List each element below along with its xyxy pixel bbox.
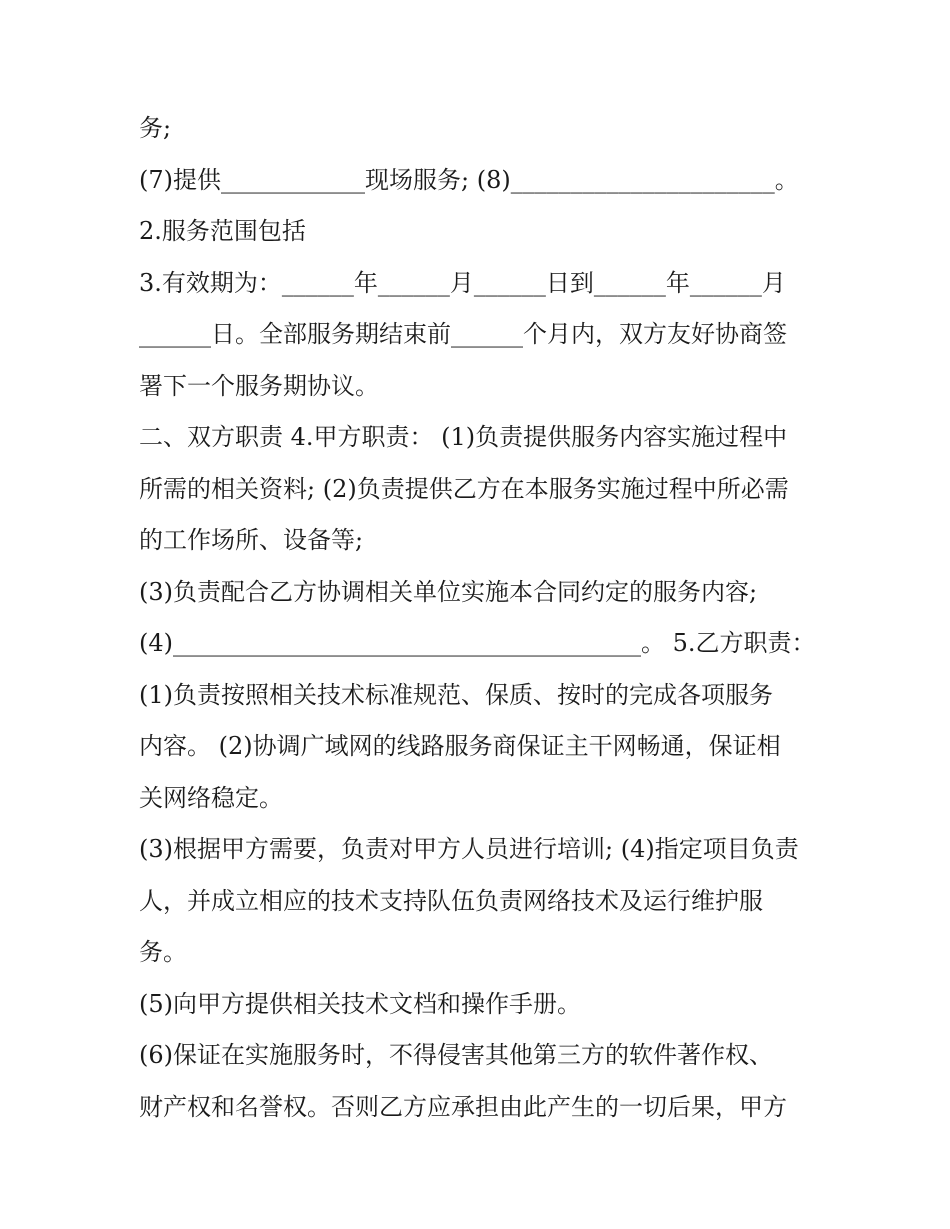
text-line: (5)向甲方提供相关技术文档和操作手册。 — [139, 989, 581, 1018]
text-line: 所需的相关资料; (2)负责提供乙方在本服务实施过程中所必需 — [139, 474, 789, 503]
text-line: 人，并成立相应的技术支持队伍负责网络技术及运行维护服 — [139, 886, 763, 915]
text-line: 财产权和名誉权。否则乙方应承担由此产生的一切后果，甲方 — [139, 1092, 787, 1121]
text-line: 务; — [139, 114, 172, 142]
text-line: 署下一个服务期协议。 — [139, 371, 379, 400]
text-line: (6)保证在实施服务时，不得侵害其他第三方的软件著作权、 — [139, 1041, 773, 1069]
text-line: (7)提供____________现场服务; (8)______________________。 — [139, 165, 799, 194]
text-line: 3.有效期为：______年______月______日到______年______月 — [139, 268, 786, 297]
text-line: (1)负责按照相关技术标准规范、保质、按时的完成各项服务 — [139, 680, 773, 709]
text-line: (3)根据甲方需要，负责对甲方人员进行培训; (4)指定项目负责 — [139, 835, 799, 863]
text-line: 内容。 (2)协调广域网的线路服务商保证主干网畅通，保证相 — [139, 732, 781, 760]
text-line: ______日。全部服务期结束前______个月内，双方友好协商签 — [139, 320, 787, 348]
text-line: 关网络稳定。 — [139, 783, 283, 812]
text-line: 务。 — [139, 938, 187, 966]
text-line: (3)负责配合乙方协调相关单位实施本合同约定的服务内容; — [139, 577, 758, 606]
text-line: 的工作场所、设备等; — [139, 526, 364, 554]
text-line: 二、双方职责 4.甲方职责： (1)负责提供服务内容实施过程中 — [139, 423, 788, 451]
text-line: 2.服务范围包括 — [139, 217, 306, 245]
text-line: (4)_______________________________________。 5.乙方职责： — [139, 629, 816, 657]
document-body — [139, 103, 819, 1133]
